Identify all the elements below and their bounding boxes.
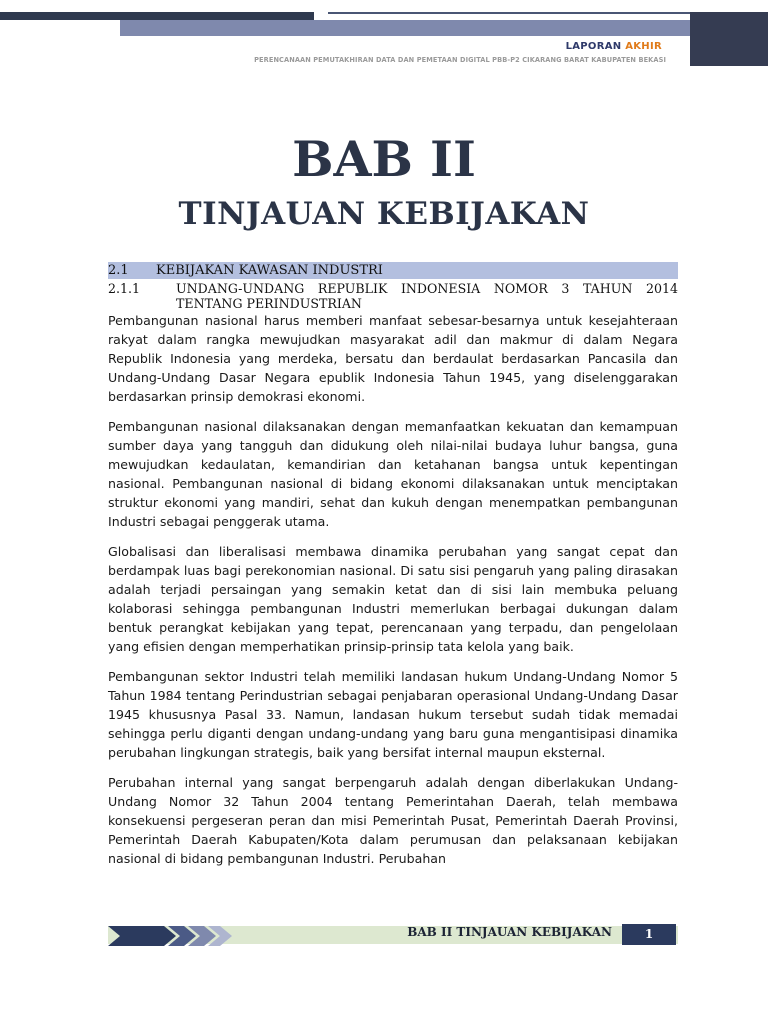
paragraph: Perubahan internal yang sangat berpengaruh adalah dengan diberlakukan Undang-Undang Nomor 32 Tahun 2004 tentang Pemerintahan Daerah, telah membawa konsekuensi pergeseran peran dan misi Pemerintah Pusat, Pemerintah Daerah Provinsi, Pemerintah Daerah Kabupaten/Kota dalam perumusan dan pelaksanaan kebijakan nasional di bidang pembangunan Industri. Perubahan [108, 775, 678, 866]
header-bar-light [120, 20, 690, 36]
header-corner-block [690, 12, 768, 66]
chevron-arrows-icon [108, 926, 238, 946]
document-body [108, 262, 678, 879]
report-subtitle: PERENCANAAN PEMUTAKHIRAN DATA DAN PEMETAAN DIGITAL PBB-P2 CIKARANG BARAT KABUPATEN BEKASI [254, 56, 666, 64]
paragraph: Pembangunan nasional dilaksanakan dengan memanfaatkan kekuatan dan kemampuan sumber daya yang tangguh dan didukung oleh nilai-nilai budaya luhur bangsa, guna mewujudkan kedaulatan, kemandirian dan ketahanan bangsa untuk kepentingan nasional. Pembangunan nasional di bidang ekonomi dilaksanakan untuk menciptakan struktur ekonomi yang mandiri, sehat dan kukuh dengan menempatkan pembangunan Industri sebagai penggerak utama. [108, 419, 678, 529]
paragraph: Globalisasi dan liberalisasi membawa dinamika perubahan yang sangat cepat dan berdampak luas bagi perekonomian nasional. Di satu sisi pengaruh yang paling dirasakan adalah terjadi persaingan yang semakin ketat dan di sisi lain membuka peluang kolaborasi sehingga pembangunan Industri memerlukan berbagai dukungan dalam bentuk perangkat kebijakan yang tepat, perencanaan yang terpadu, dan pengelolaan yang efisien dengan memperhatikan prinsip-prinsip tata kelola yang baik. [108, 544, 678, 654]
header-line [328, 12, 690, 14]
header-bar-dark [0, 12, 314, 20]
chapter-number: BAB II [292, 130, 476, 188]
subsection-number: 2.1.1 [108, 281, 141, 296]
subsection-title: UNDANG-UNDANG REPUBLIK INDONESIA NOMOR 3 TAHUN 2014 TENTANG PERINDUSTRIAN [176, 281, 678, 311]
page-number: 1 [622, 924, 676, 945]
paragraph: Pembangunan sektor Industri telah memiliki landasan hukum Undang-Undang Nomor 5 Tahun 1984 tentang Perindustrian sebagai penjabaran operasional Undang-Undang Dasar 1945 khususnya Pasal 33. Namun, landasan hukum tersebut sudah tidak memadai sehingga perlu diganti dengan undang-undang yang baru guna mengantisipasi dinamika perubahan lingkungan strategis, baik yang bersifat internal maupun eksternal. [108, 669, 678, 760]
section-heading [108, 262, 678, 279]
chapter-title: TINJAUAN KEBIJAKAN [178, 196, 590, 232]
section-title: KEBIJAKAN KAWASAN INDUSTRI [156, 263, 383, 278]
report-label-main: LAPORAN [565, 41, 626, 52]
section-number: 2.1 [108, 263, 129, 278]
paragraph: Pembangunan nasional harus memberi manfaat sebesar-besarnya untuk kesejahteraan rakyat dalam rangka mewujudkan masyarakat adil dan makmur di dalam Negara Republik Indonesia yang merdeka, bersatu dan berdaulat berdasarkan Pancasila dan Undang-Undang Dasar Negara epublik Indonesia Tahun 1945, yang diselenggarakan berdasarkan prinsip demokrasi ekonomi. [108, 313, 678, 404]
subsection-heading [108, 281, 678, 311]
footer-chapter-label: BAB II TINJAUAN KEBIJAKAN [407, 925, 612, 939]
report-label-accent: AKHIR [625, 41, 662, 52]
report-title [566, 41, 662, 52]
